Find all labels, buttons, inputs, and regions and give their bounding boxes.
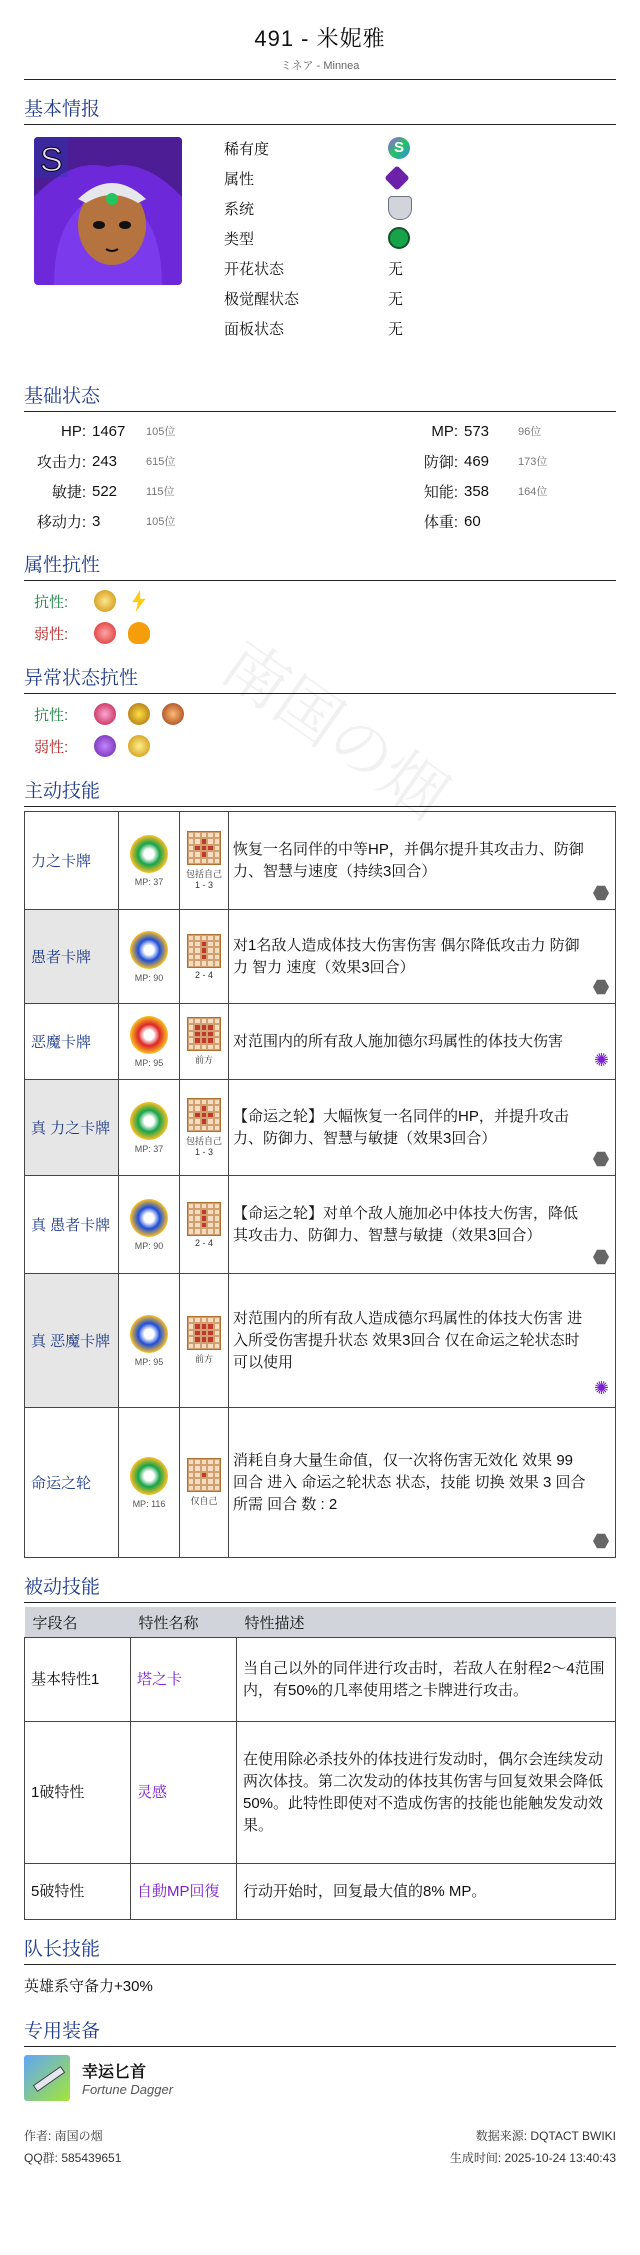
paralyze-icon (162, 703, 184, 725)
stats-row: 移动力: 3 105位 体重: 60 (36, 512, 481, 531)
shield-system-icon (388, 196, 412, 220)
col-desc: 特性描述 (237, 1607, 616, 1638)
page (24, 0, 616, 2171)
skill-mp: MP: 37 (134, 1143, 164, 1154)
skill-desc: 恢复一名同伴的中等HP，并偶尔提升其攻击力、防御力、智慧与速度（持续3回合） (233, 840, 584, 880)
skill-orb-icon (130, 835, 168, 873)
info-rarity: 稀有度 S (224, 133, 412, 163)
type-green-icon (388, 227, 410, 249)
info-bloom: 开花状态 无 (224, 260, 404, 278)
poison-icon (94, 703, 116, 725)
skill-row (25, 910, 616, 1004)
flame-icon (128, 622, 150, 644)
rarity-s-icon: S (388, 137, 410, 159)
lightning-icon (128, 590, 150, 612)
range-grid-icon (187, 1017, 221, 1051)
range-grid-icon (187, 1316, 221, 1350)
skill-orb-icon (130, 1315, 168, 1353)
swirl-icon: ✺ (593, 1378, 609, 1398)
info-table (224, 133, 412, 367)
range-label: 包括自己 1 - 3 (185, 869, 222, 890)
confuse-icon (94, 735, 116, 757)
skill-desc: 【命运之轮】大幅恢复一名同伴的HP，并提升攻击力、防御力、智慧与敏捷（效果3回合） (233, 1107, 569, 1147)
skill-desc: 【命运之轮】对单个敌人施加必中体技大伤害，降低其攻击力、防御力、智慧与敏捷（效果3回合） (233, 1204, 579, 1244)
skill-mp: MP: 116 (132, 1498, 166, 1509)
status-resist-row: 抗性: (24, 698, 616, 730)
footer-author: 作者: 南国の烟 (24, 2129, 103, 2143)
leader-skill: 英雄系守备力+30% (24, 1978, 153, 1995)
skill-row (25, 1176, 616, 1274)
skill-mp: MP: 37 (134, 876, 164, 887)
range-label: 包括自己 1 - 3 (185, 1136, 222, 1157)
attr-resist-row: 抗性: (24, 585, 616, 617)
section-stats: 基础状态 (24, 381, 616, 412)
page-title: 491 - 米妮雅 (254, 26, 386, 51)
stats-grid (24, 416, 616, 536)
skill-name: 真 愚者卡牌 (25, 1176, 119, 1274)
stats-row: 敏捷: 522 115位 知能: 358 164位 (51, 482, 548, 501)
equip-en-name: Fortune Dagger (82, 2082, 174, 2097)
passive-skills-table (24, 1607, 616, 1920)
hex-icon (593, 1249, 609, 1265)
section-attr-res: 属性抗性 (24, 550, 616, 581)
footer-source: 数据来源: DQTACT BWIKI (475, 2129, 616, 2143)
page-subtitle: ミネア - Minnea (280, 60, 360, 72)
skill-name: 力之卡牌 (25, 812, 119, 910)
attr-weak-row: 弱性: (24, 617, 616, 649)
info-awaken: 极觉醒状态 无 (224, 290, 404, 308)
range-grid-icon (187, 934, 221, 968)
col-name: 特性名称 (131, 1607, 237, 1638)
skill-row (25, 812, 616, 910)
swirl-icon: ✺ (593, 1050, 609, 1070)
skill-orb-icon (130, 1102, 168, 1140)
info-panel: 面板状态 无 (224, 320, 404, 338)
skill-name: 真 力之卡牌 (25, 1080, 119, 1176)
range-label: 前方 (194, 1354, 213, 1364)
skill-desc: 对范围内的所有敌人施加德尔玛属性的体技大伤害 (233, 1032, 564, 1050)
active-skills-table (24, 811, 616, 1558)
skill-row (25, 1004, 616, 1080)
light-icon (94, 590, 116, 612)
section-equip: 专用装备 (24, 2016, 616, 2047)
skill-name: 命运之轮 (25, 1408, 119, 1558)
passive-row: 1破特性 灵感 在使用除必杀技外的体技进行发动时，偶尔会连续发动两次体技。第二次发动的体技其伤害与回复效果会降低50%。此特性即使对不造成伤害的技能也能触发发动效果。 (25, 1722, 616, 1864)
passive-row: 基本特性1 塔之卡 当自己以外的同伴进行攻击时，若敌人在射程2～4范围内，有50%的几率使用塔之卡牌进行攻击。 (25, 1638, 616, 1722)
svg-text:S: S (40, 141, 63, 179)
equip-name: 幸运匕首 (82, 2064, 147, 2081)
stats-row: HP: 1467 105位 MP: 573 96位 (60, 422, 542, 440)
hex-icon (593, 1533, 609, 1549)
info-element: 属性 (224, 163, 412, 193)
character-portrait (34, 137, 182, 285)
range-grid-icon (187, 1202, 221, 1236)
skill-mp: MP: 90 (134, 1240, 164, 1251)
skill-desc: 对1名敌人造成体技大伤害伤害 偶尔降低攻击力 防御力 智力 速度（效果3回合） (233, 936, 580, 976)
charm-icon (128, 735, 150, 757)
skill-mp: MP: 95 (134, 1356, 164, 1367)
hex-icon (593, 979, 609, 995)
section-leader: 队长技能 (24, 1934, 616, 1965)
fire-orb-icon (94, 622, 116, 644)
section-status-res: 异常状态抗性 (24, 663, 616, 694)
stats-row: 攻击力: 243 615位 防御: 469 173位 (36, 452, 548, 471)
skill-orb-icon (130, 1199, 168, 1237)
skill-row (25, 1274, 616, 1408)
skill-orb-icon (130, 1457, 168, 1495)
passive-row: 5破特性 自動MP回復 行动开始时，回复最大值的8% MP。 (25, 1864, 616, 1920)
info-system: 系统 (224, 193, 412, 223)
status-weak-row: 弱性: (24, 730, 616, 762)
range-label: 2 - 4 (194, 1237, 213, 1248)
watermark: 南国の烟 (209, 627, 461, 834)
skill-orb-icon (130, 1016, 168, 1054)
skill-row (25, 1408, 616, 1558)
section-passive: 被动技能 (24, 1572, 616, 1603)
skill-row (25, 1080, 616, 1176)
hex-icon (593, 885, 609, 901)
skill-orb-icon (130, 931, 168, 969)
range-grid-icon (187, 1458, 221, 1492)
skill-mp: MP: 95 (134, 1057, 164, 1068)
sleep-icon (128, 703, 150, 725)
footer-qq: QQ群: 585439651 (24, 2151, 122, 2165)
section-basic: 基本情报 (24, 94, 616, 125)
dagger-icon (24, 2055, 70, 2101)
range-label: 仅自己 (190, 1496, 218, 1506)
info-type: 类型 (224, 223, 412, 253)
range-grid-icon (187, 1098, 221, 1132)
dark-element-icon (384, 165, 409, 190)
equip-item[interactable] (24, 2051, 616, 2105)
skill-mp: MP: 90 (134, 972, 164, 983)
skill-name: 恶魔卡牌 (25, 1004, 119, 1080)
skill-desc: 消耗自身大量生命值，仅一次将伤害无效化 效果 99 回合 进入 命运之轮状态 状态，技能 切换 效果 3 回合 所需 回合 数 : 2 (233, 1451, 586, 1513)
range-grid-icon (187, 831, 221, 865)
skill-name: 真 恶魔卡牌 (25, 1274, 119, 1408)
hex-icon (593, 1151, 609, 1167)
section-active: 主动技能 (24, 776, 616, 807)
col-field: 字段名 (25, 1607, 131, 1638)
skill-desc: 对范围内的所有敌人造成德尔玛属性的体技大伤害 进入所受伤害提升状态 效果3回合 仅在命运之轮状态时可以使用 (233, 1309, 583, 1371)
footer-time: 生成时间: 2025-10-24 13:40:43 (449, 2151, 616, 2165)
skill-name: 愚者卡牌 (25, 910, 119, 1004)
range-label: 2 - 4 (194, 969, 213, 980)
range-label: 前方 (194, 1055, 213, 1065)
footer (24, 2127, 616, 2171)
